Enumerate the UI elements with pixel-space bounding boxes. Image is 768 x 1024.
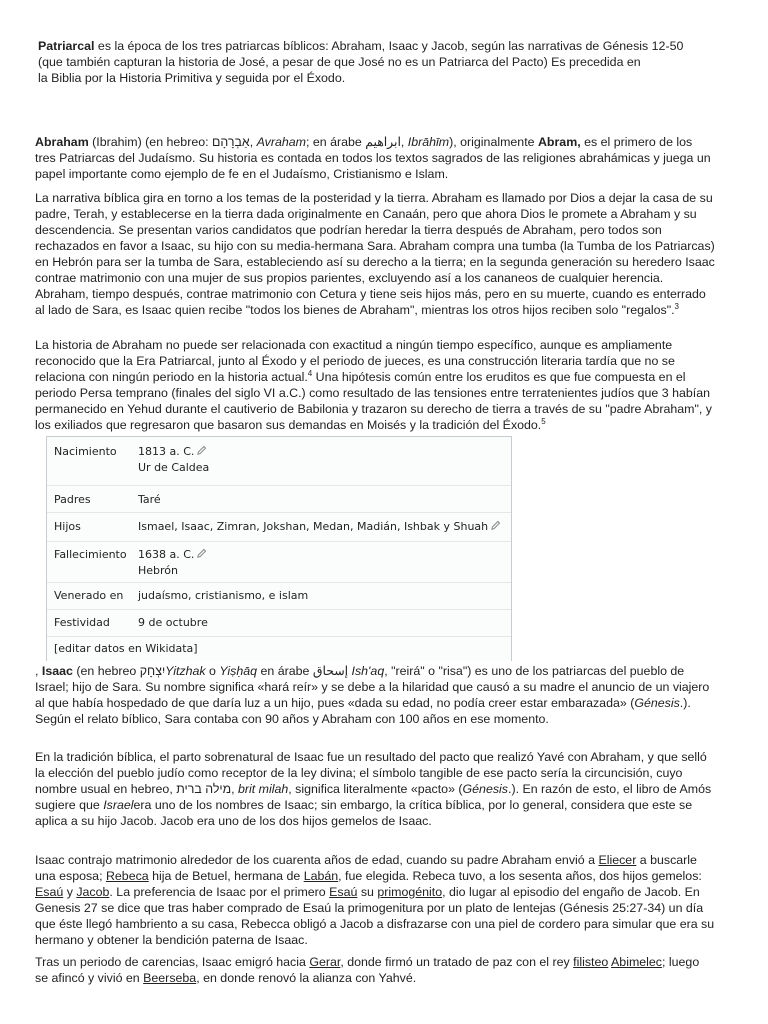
original-name: Abram,: [537, 135, 581, 149]
arabic-transliteration: Ibrāhīm: [407, 135, 450, 149]
link-filisteo[interactable]: filisteo: [573, 955, 609, 969]
hebrew-text: אַבְרָהָם: [212, 135, 250, 149]
link-eliecer[interactable]: Eliecer: [598, 853, 637, 867]
text: La historia de Abraham no puede ser relacionada con exactitud a ningún tiempo específico, aunque es ampliamente reconocido que la Era Patriarcal, junto al Éxodo y el periodo de jueces, es una construcción literaria tardía que no se relaciona con ningún periodo en la historia actual.: [35, 338, 675, 384]
text: ,: [231, 782, 239, 796]
link-esau[interactable]: Esaú: [35, 885, 64, 899]
text: ), originalmente: [449, 135, 538, 149]
text: Hebrón: [138, 564, 179, 577]
text: . La preferencia de Isaac por el primero: [109, 885, 330, 899]
transliteration: Yiṣḥāq: [219, 664, 258, 678]
text: Ismael, Isaac, Zimran, Jokshan, Medan, Madián, Ishbak y Shuah: [138, 520, 489, 533]
infobox-label: Padres: [54, 493, 91, 506]
infobox-label: Venerado en: [54, 589, 124, 602]
infobox-row-venerated: [47, 582, 511, 609]
infobox-label: Fallecimiento: [54, 548, 127, 561]
isaac-paragraph-2: [35, 749, 715, 829]
arabic-transliteration: Ish'aq: [351, 664, 385, 678]
edit-wikidata-link[interactable]: [editar datos en Wikidata]: [54, 642, 198, 655]
text: (Ibrahim) (en hebreo:: [88, 135, 212, 149]
text: a buscarle una esposa;: [35, 853, 697, 883]
pencil-icon[interactable]: [490, 520, 501, 531]
intro-text-1: es la época de los tres patriarcas bíblicos: Abraham, Isaac y Jacob, según las narrativas de Génesis 12-50: [94, 39, 684, 53]
abraham-paragraph-2: [35, 190, 715, 318]
text: y: [63, 885, 77, 899]
text: Isaac contrajo matrimonio alrededor de los cuarenta años de edad, cuando su padre Abraham envió a: [35, 853, 599, 867]
link-jacob[interactable]: Jacob: [76, 885, 110, 899]
text: 1638 a. C.: [138, 548, 195, 561]
intro-text-2: (que también capturan la historia de José, a pesar de que José no es un Patriarca del Pacto) Es precedida en: [38, 55, 641, 69]
text: ; luego se afincó y vivió en: [35, 955, 700, 985]
infobox-label: Nacimiento: [54, 445, 117, 458]
text: , dio lugar al episodio del engaño de Jacob. En Genesis 27 se dice que tras haber comprado de Esaú la primogenitura por un plato de lentejas (Génesis 25:27-34) un día que éste llegó hambriento a su casa, Rebecca obligó a Jacob a disfrazarse con una piel de cordero para simular que era su hermano y obtener la bendición paterna de Isaac.: [35, 885, 715, 947]
abraham-name: Abraham: [35, 135, 89, 149]
infobox-value: [138, 547, 207, 579]
transliteration: Avraham: [256, 135, 306, 149]
israel-term: Israel: [103, 798, 134, 812]
infobox-label: Hijos: [54, 520, 81, 533]
text: en árabe: [257, 664, 313, 678]
text: Tras un periodo de carencias, Isaac emigró hacia: [35, 955, 310, 969]
abraham-paragraph-1: [35, 134, 715, 182]
text: .). En razón de esto, el libro de Amós sugiere que: [35, 782, 712, 812]
text: Ur de Caldea: [138, 461, 210, 474]
text: ; en árabe: [305, 135, 366, 149]
footnote-ref[interactable]: 3: [674, 301, 679, 311]
footnote-ref[interactable]: 5: [541, 416, 546, 426]
text: 1813 a. C.: [138, 445, 195, 458]
text: , "reirá" o "risa") es uno de los patriarcas del pueblo de Israel; hijo de Sara. Su nombre significa «hará reír» y se debe a la hilaridad que causó a su madre el anuncio de un viajero al que había hospedado de que daría luz a un hijo, pues «dada su edad, no podía creer estar embarazada» (: [35, 664, 710, 710]
infobox: [46, 436, 512, 661]
isaac-name: Isaac: [41, 664, 73, 678]
text: su: [357, 885, 378, 899]
intro-text-3: la Biblia por la Historia Primitiva y seguida por el Éxodo.: [38, 71, 346, 85]
text: En la tradición bíblica, el parto sobrenatural de Isaac fue un resultado del pacto que realizó Yavé con Abraham, y que selló la elección del pueblo judío como receptor de la ley divina; el símbolo tangible de ese pacto sería la circuncisión, cuyo nombre usual en hebreo,: [35, 750, 707, 796]
pencil-icon[interactable]: [196, 445, 207, 456]
intro-paragraph: [38, 38, 728, 86]
link-gerar[interactable]: Gerar: [309, 955, 341, 969]
text: Una hipótesis común entre los eruditos es que fue compuesta en el periodo Persa temprano (finales del siglo VI a.C.) como resultado de las tensiones entre terratenientes judíos que 3 habían permanecido en Yehud durante el cautiverio de Babilonia y trazaron su derecho de tierra a través de su "padre Abraham", y los exiliados que regresaron que basaron sus demandas en Moisés y la tradición del Éxodo.: [35, 370, 712, 432]
text: era uno de los nombres de Isaac; sin embargo, la crítica bíblica, por lo general, considera que este se aplica a su hijo Jacob. Jacob era uno de los dos hijos gemelos de Isaac.: [35, 798, 693, 828]
isaac-paragraph-3: [35, 852, 715, 948]
transliteration: Yitzhak: [165, 664, 206, 678]
arabic-text: إسحاق: [312, 664, 349, 678]
link-abimelec[interactable]: Abimelec: [611, 955, 663, 969]
abraham-paragraph-3: [35, 337, 715, 433]
infobox-edit-row: [47, 636, 511, 662]
arabic-text: ابراهيم: [365, 135, 401, 149]
infobox-row-children: [47, 512, 511, 541]
infobox-row-birth: [47, 444, 511, 484]
infobox-value: Taré: [138, 493, 161, 506]
hebrew-text: מילה ברית: [176, 782, 232, 796]
intro-term: Patriarcal: [38, 39, 95, 53]
text: , en donde renovó la alianza con Yahvé.: [196, 971, 417, 985]
footnote-ref[interactable]: 4: [307, 368, 313, 378]
infobox-value: 9 de octubre: [138, 616, 208, 629]
hebrew-text: יִצְחָק: [139, 664, 166, 678]
text: hija de Betuel, hermana de: [148, 869, 304, 883]
infobox-value: judaísmo, cristianismo, e islam: [138, 589, 309, 602]
link-primogenito[interactable]: primogénito: [377, 885, 443, 899]
text: La narrativa bíblica gira en torno a los temas de la posteridad y la tierra. Abraham es llamado por Dios a dejar la casa de su padre, Terah, y establecerse en la tierra dada originalmente en Canaán, pero que ahora Dios le promete a Abraham y su descendencia. Se presentan varios candidatos que podrían heredar la tierra después de Abraham, pero todos son rechazados en favor a Isaac, su hijo con su media-hermana Sara. Abraham compra una tumba (la Tumba de los Patriarcas) en Hebrón para ser la tumba de Sara, estableciendo así su derecho a la tierra; en la segunda generación su heredero Isaac contrae matrimonio con una mujer de sus propios parientes, excluyendo así a los cananeos de cualquier herencia. Abraham, tiempo después, contrae matrimonio con Cetura y tiene seis hijos más, pero en su muerte, cuando es enterrado al lado de Sara, es Isaac quien recibe "todos los bienes de Abraham", mientras los otros hijos reciben solo "regalos".: [35, 191, 715, 317]
link-beerseba[interactable]: Beerseba: [143, 971, 197, 985]
isaac-paragraph-1: [35, 663, 715, 727]
infobox-label: Festividad: [54, 616, 110, 629]
link-rebeca[interactable]: Rebeca: [105, 869, 149, 883]
infobox-value: [138, 444, 209, 476]
text: , donde firmó un tratado de paz con el rey: [340, 955, 574, 969]
text: o: [205, 664, 220, 678]
text: , fue elegida. Rebeca tuvo, a los sesenta años, dos hijos gemelos:: [338, 869, 702, 883]
transliteration: brit milah: [238, 782, 289, 796]
link-laban[interactable]: Labán: [303, 869, 339, 883]
text: .). Según el relato bíblico, Sara contaba con 90 años y Abraham con 100 años en ese momento.: [35, 696, 691, 726]
infobox-row-parents: [47, 485, 511, 512]
infobox-row-feast: [47, 609, 511, 636]
book-reference: Génesis: [634, 696, 680, 710]
text: , significa literalmente «pacto» (: [288, 782, 463, 796]
pencil-icon[interactable]: [196, 548, 207, 559]
link-esau-2[interactable]: Esaú: [329, 885, 358, 899]
isaac-paragraph-4: [35, 954, 715, 986]
text: ,: [400, 135, 408, 149]
text: es el primero de los tres Patriarcas del Judaísmo. Su historia es contada en todos los textos sagrados de las religiones abrahámicas y juega un papel importante como ejemplo de fe en el Judaísmo, Cristianismo e Islam.: [35, 135, 711, 181]
infobox-value: [138, 519, 501, 535]
text: (en hebreo: [72, 664, 140, 678]
text: ,: [249, 135, 257, 149]
infobox-row-death: [47, 541, 511, 582]
text: ,: [35, 664, 42, 678]
book-reference: Génesis: [462, 782, 508, 796]
